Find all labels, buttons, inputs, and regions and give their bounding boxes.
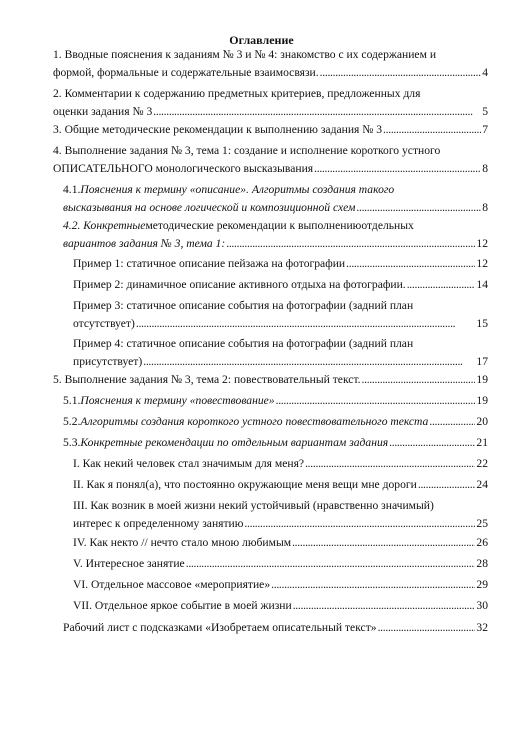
toc-entry-text: I. Как некий человек стал значимым для меня? — [73, 457, 305, 470]
toc-page-number: 4 — [482, 66, 488, 79]
dot-leader — [429, 413, 475, 431]
toc-entry-example-3[interactable] — [73, 297, 488, 333]
toc-entry-text: 4. Выполнение задания № 3, тема 1: создание и исполнение короткого устного — [53, 144, 441, 157]
toc-entry-4[interactable] — [53, 142, 488, 178]
dot-leader — [244, 515, 475, 533]
dot-leader — [186, 555, 476, 573]
toc-page-number: 5 — [482, 105, 488, 118]
dot-leader — [314, 160, 481, 178]
toc-entry-text: Пояснения к термину «повествование» — [80, 394, 275, 407]
toc-entry-iii[interactable] — [73, 497, 488, 533]
toc-entry-text: Пример 2: динамичное описание активного отдыха на фотографии. — [73, 278, 406, 291]
dot-leader — [271, 576, 475, 594]
toc-entry-worksheet[interactable] — [63, 619, 488, 637]
toc-page-number: 19 — [476, 373, 488, 386]
toc-entry-text: Пояснения к термину «описание». Алгоритмы создания такого — [80, 183, 395, 196]
toc-page-number: 15 — [476, 317, 488, 330]
dot-leader — [356, 199, 481, 217]
toc-page-number: 7 — [482, 123, 488, 136]
toc-entry-5-3[interactable] — [63, 434, 488, 452]
toc-entry-text: 3. Общие методические рекомендации к выполнению задания № 3 — [53, 123, 383, 136]
toc-page-number: 30 — [476, 599, 488, 612]
toc-entry-text: Пример 3: статичное описание события на фотографии (задний план — [73, 299, 414, 312]
toc-entry-4-1[interactable] — [63, 181, 488, 217]
toc-entry-example-2[interactable] — [73, 276, 488, 294]
toc-page-number: 8 — [482, 162, 488, 175]
toc-entry-text: отдельных — [361, 219, 414, 232]
toc-page-number: 19 — [476, 394, 488, 407]
toc-page-number: 28 — [476, 557, 488, 570]
dot-leader — [143, 353, 475, 371]
toc-entry-text: VII. Отдельное яркое событие в моей жизни — [73, 599, 292, 612]
toc-entry-3[interactable] — [53, 121, 488, 139]
toc-entry-text: отсутствует) — [73, 317, 135, 330]
toc-entry-text: формой, формальные и содержательные взаимосвязи. — [53, 66, 319, 79]
toc-page-number: 32 — [476, 621, 488, 634]
toc-entry-4-2[interactable] — [63, 217, 488, 253]
toc-entry-text: интерес к определенному занятию — [73, 517, 244, 530]
toc-entry-5-1[interactable] — [63, 392, 488, 410]
toc-page-number: 12 — [476, 237, 488, 250]
toc-entry-text: 1. Вводные пояснения к заданиям № 3 и № 4: знакомство с их содержанием и — [53, 48, 437, 61]
dot-leader — [418, 476, 476, 494]
dot-leader — [389, 434, 475, 452]
toc-entry-text: Конкретные рекомендации по отдельным вариантам задания — [80, 436, 389, 449]
toc-entry-text: 2. Комментарии к содержанию предметных критериев, предложенных для — [53, 87, 421, 100]
toc-page-number: 17 — [476, 355, 488, 368]
toc-page-number: 12 — [476, 257, 488, 270]
dot-leader — [292, 534, 475, 552]
toc-entry-text: присутствует) — [73, 355, 143, 368]
toc-page-number: 25 — [476, 517, 488, 530]
toc-entry-text: Рабочий лист с подсказками «Изобретаем описательный текст» — [63, 621, 377, 634]
toc-page-number: 24 — [476, 478, 488, 491]
toc-entry-5[interactable] — [53, 371, 488, 389]
dot-leader — [226, 235, 475, 253]
toc-entry-text: III. Как возник в моей жизни некий устойчивый (нравственно значимый) — [73, 499, 434, 512]
toc-entry-number: 4.1. — [63, 183, 81, 196]
toc-entry-text: ОПИСАТЕЛЬНОГО монологического высказывания — [53, 162, 314, 175]
toc-page-number: 14 — [476, 278, 488, 291]
toc-entry-text: высказывания на основе логической и композиционной схем — [63, 201, 356, 214]
toc-entry-number: 5.2. — [63, 415, 81, 428]
toc-entry-number: 5.1. — [63, 394, 81, 407]
toc-page-number: 22 — [476, 457, 488, 470]
toc-entry-1[interactable] — [53, 46, 488, 82]
toc-entry-text: IV. Как некто // нечто стало мною любимым — [73, 536, 292, 549]
toc-page-number: 26 — [476, 536, 488, 549]
dot-leader — [276, 392, 476, 410]
toc-entry-text: II. Как я понял(а), что постоянно окружающие меня вещи мне дороги — [73, 478, 417, 491]
toc-entry-i[interactable] — [73, 455, 488, 473]
toc-page-number: 29 — [476, 578, 488, 591]
dot-leader — [407, 276, 476, 294]
toc-entry-2[interactable] — [53, 85, 488, 121]
dot-leader — [320, 64, 482, 82]
toc-entry-text: V. Интересное занятие — [73, 557, 185, 570]
dot-leader — [293, 597, 476, 615]
toc-entry-v[interactable] — [73, 555, 488, 573]
dot-leader — [362, 371, 476, 389]
toc-entry-text: 5. Выполнение задания № 3, тема 2: повествовательный текст. — [53, 373, 361, 386]
toc-entry-text: VI. Отдельное массовое «мероприятие» — [73, 578, 271, 591]
dot-leader — [378, 619, 476, 637]
dot-leader — [153, 103, 481, 121]
toc-entry-number: 5.3. — [63, 436, 81, 449]
toc-entry-text: Алгоритмы создания короткого устного повествовательного текста — [80, 415, 429, 428]
toc-entry-text: 4.2. Конкретные — [63, 219, 146, 232]
toc-entry-example-1[interactable] — [73, 255, 488, 273]
toc-page-number: 21 — [476, 436, 488, 449]
toc-entry-vii[interactable] — [73, 597, 488, 615]
toc-entry-text: вариантов задания № 3, тема 1: — [63, 237, 226, 250]
toc-entry-ii[interactable] — [73, 476, 488, 494]
toc-title: Оглавление — [229, 33, 294, 47]
dot-leader — [305, 455, 475, 473]
toc-page-number: 8 — [482, 201, 488, 214]
toc-page-number: 20 — [476, 415, 488, 428]
toc-entry-iv[interactable] — [73, 534, 488, 552]
toc-entry-text: методические рекомендации к выполнению — [145, 219, 362, 232]
dot-leader — [383, 121, 481, 139]
dot-leader — [346, 255, 475, 273]
toc-entry-example-4[interactable] — [73, 335, 488, 371]
toc-entry-text: Пример 1: статичное описание пейзажа на фотографии — [73, 257, 346, 270]
toc-entry-vi[interactable] — [73, 576, 488, 594]
toc-entry-text: оценки задания № 3 — [53, 105, 153, 118]
toc-entry-5-2[interactable] — [63, 413, 488, 431]
dot-leader — [136, 315, 476, 333]
toc-entry-text: Пример 4: статичное описание события на фотографии (задний план — [73, 337, 414, 350]
